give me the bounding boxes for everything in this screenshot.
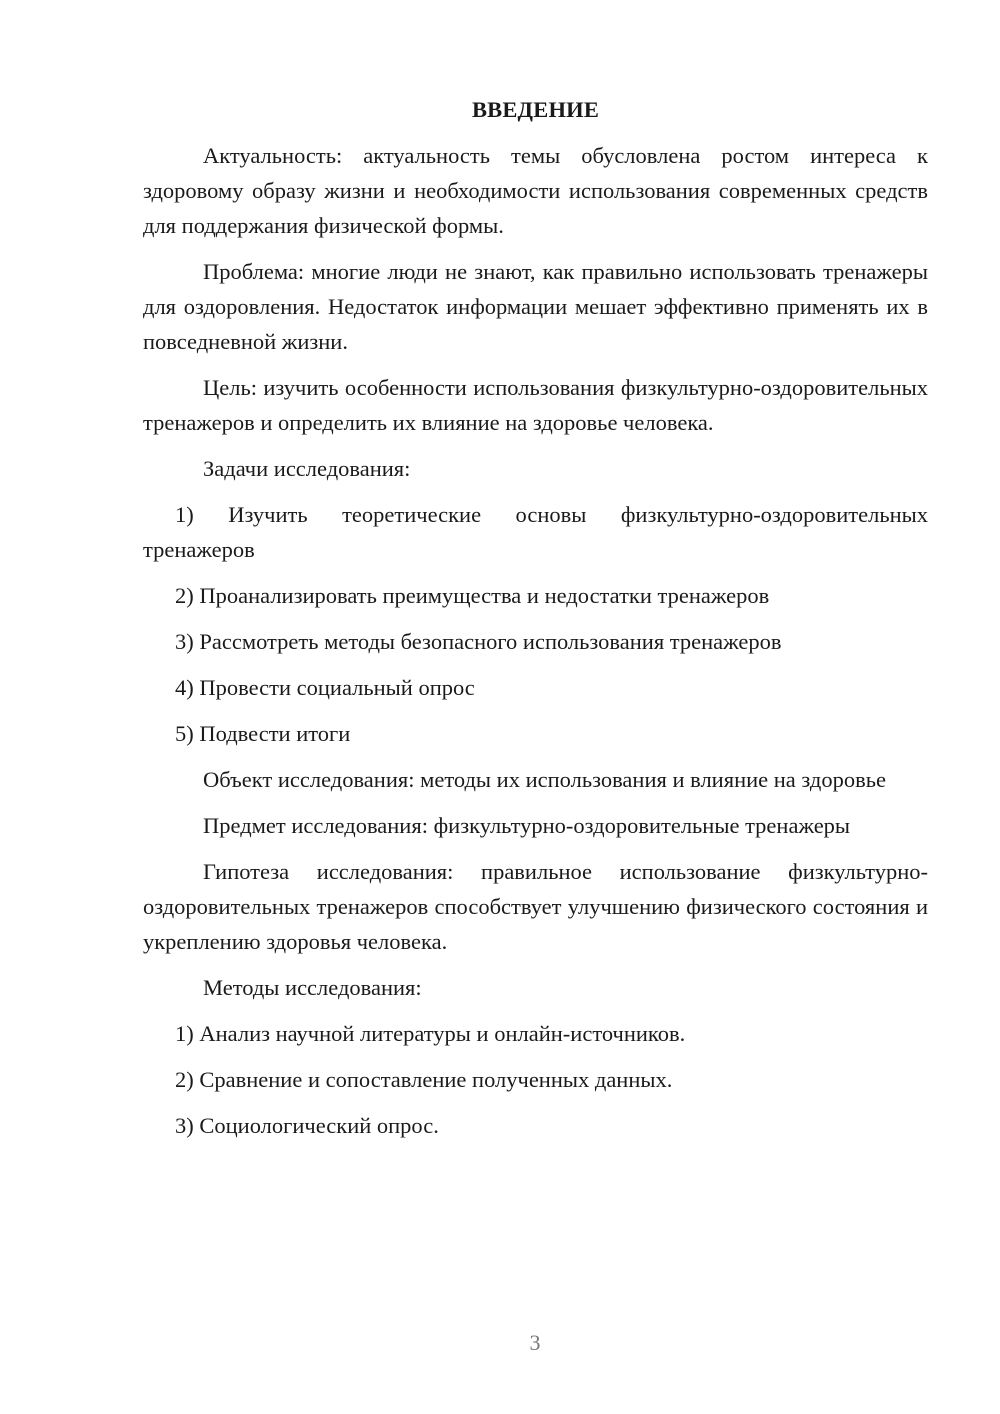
goal-paragraph: Цель: изучить особенности использования физкультурно-оздоровительных тренажеров и определить их влияние на здоровье человека. [143,375,928,435]
page-title: ВВЕДЕНИЕ [471,97,600,122]
task-item: 1) Изучить теоретические основы физкультурно-оздоровительных тренажеров [143,502,928,562]
methods-heading: Методы исследования: [203,975,422,1000]
page-number: 3 [529,1330,541,1355]
subject-paragraph: Предмет исследования: физкультурно-оздоровительные тренажеры [203,813,851,838]
tasks-heading: Задачи исследования: [203,456,411,481]
task-item: 4) Провести социальный опрос [175,675,475,700]
problem-paragraph: Проблема: многие люди не знают, как правильно использовать тренажеры для оздоровления. Недостаток информации мешает эффективно применять их в повседневной жизни. [143,259,928,354]
method-item: 1) Анализ научной литературы и онлайн-источников. [175,1021,686,1046]
page-content [143,92,928,1154]
method-item: 3) Социологический опрос. [175,1113,439,1138]
hypothesis-paragraph: Гипотеза исследования: правильное использование физкультурно-оздоровительных тренажеров способствует улучшению физического состояния и укреплению здоровья человека. [143,859,928,954]
method-item: 2) Сравнение и сопоставление полученных данных. [175,1067,673,1092]
task-item: 2) Проанализировать преимущества и недостатки тренажеров [175,583,770,608]
task-item: 5) Подвести итоги [175,721,351,746]
relevance-paragraph: Актуальность: актуальность темы обусловлена ростом интереса к здоровому образу жизни и необходимости использования современных средств для поддержания физической формы. [143,143,928,238]
object-paragraph: Объект исследования: методы их использования и влияние на здоровье [203,767,886,792]
task-item: 3) Рассмотреть методы безопасного использования тренажеров [175,629,782,654]
